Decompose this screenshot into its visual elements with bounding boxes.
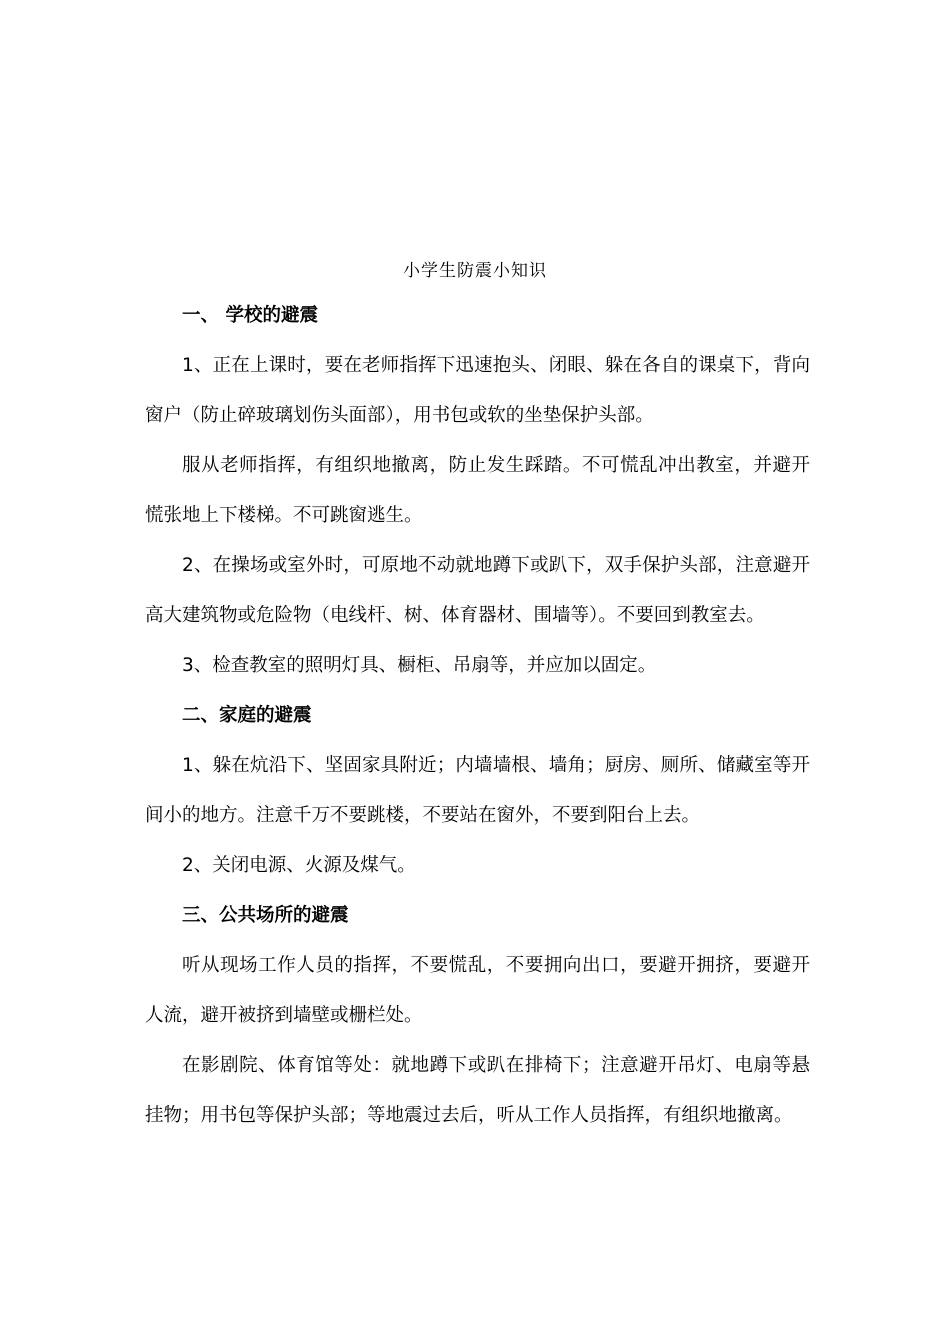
paragraph: 2、关闭电源、火源及煤气。 [182, 855, 416, 876]
document-title: 小学生防震小知识 [403, 261, 547, 281]
section-heading-home: 二、家庭的避震 [182, 705, 312, 726]
paragraph: 2、在操场或室外时，可原地不动就地蹲下或趴下，双手保护头部，注意避开高大建筑物或危险物（电线杆、树、体育器材、围墙等）。不要回到教室去。 [145, 555, 810, 626]
section-heading-public: 三、公共场所的避震 [182, 905, 349, 926]
paragraph: 1、正在上课时，要在老师指挥下迅速抱头、闭眼、躲在各自的课桌下，背向窗户（防止碎玻璃划伤头面部），用书包或软的坐垫保护头部。 [145, 355, 810, 426]
paragraph: 听从现场工作人员的指挥，不要慌乱，不要拥向出口，要避开拥挤，要避开人流，避开被挤到墙壁或栅栏处。 [145, 955, 810, 1026]
paragraph: 服从老师指挥，有组织地撤离，防止发生踩踏。不可慌乱冲出教室，并避开慌张地上下楼梯。不可跳窗逃生。 [145, 455, 810, 526]
paragraph: 1、躲在炕沿下、坚固家具附近；内墙墙根、墙角；厨房、厕所、储藏室等开间小的地方。注意千万不要跳楼，不要站在窗外，不要到阳台上去。 [145, 755, 810, 826]
section-heading-school: 一、 学校的避震 [182, 305, 318, 326]
document-body [145, 291, 810, 1141]
paragraph: 在影剧院、体育馆等处：就地蹲下或趴在排椅下；注意避开吊灯、电扇等悬挂物；用书包等保护头部；等地震过去后，听从工作人员指挥，有组织地撤离。 [145, 1055, 810, 1126]
paragraph: 3、检查教室的照明灯具、橱柜、吊扇等，并应加以固定。 [182, 655, 657, 676]
